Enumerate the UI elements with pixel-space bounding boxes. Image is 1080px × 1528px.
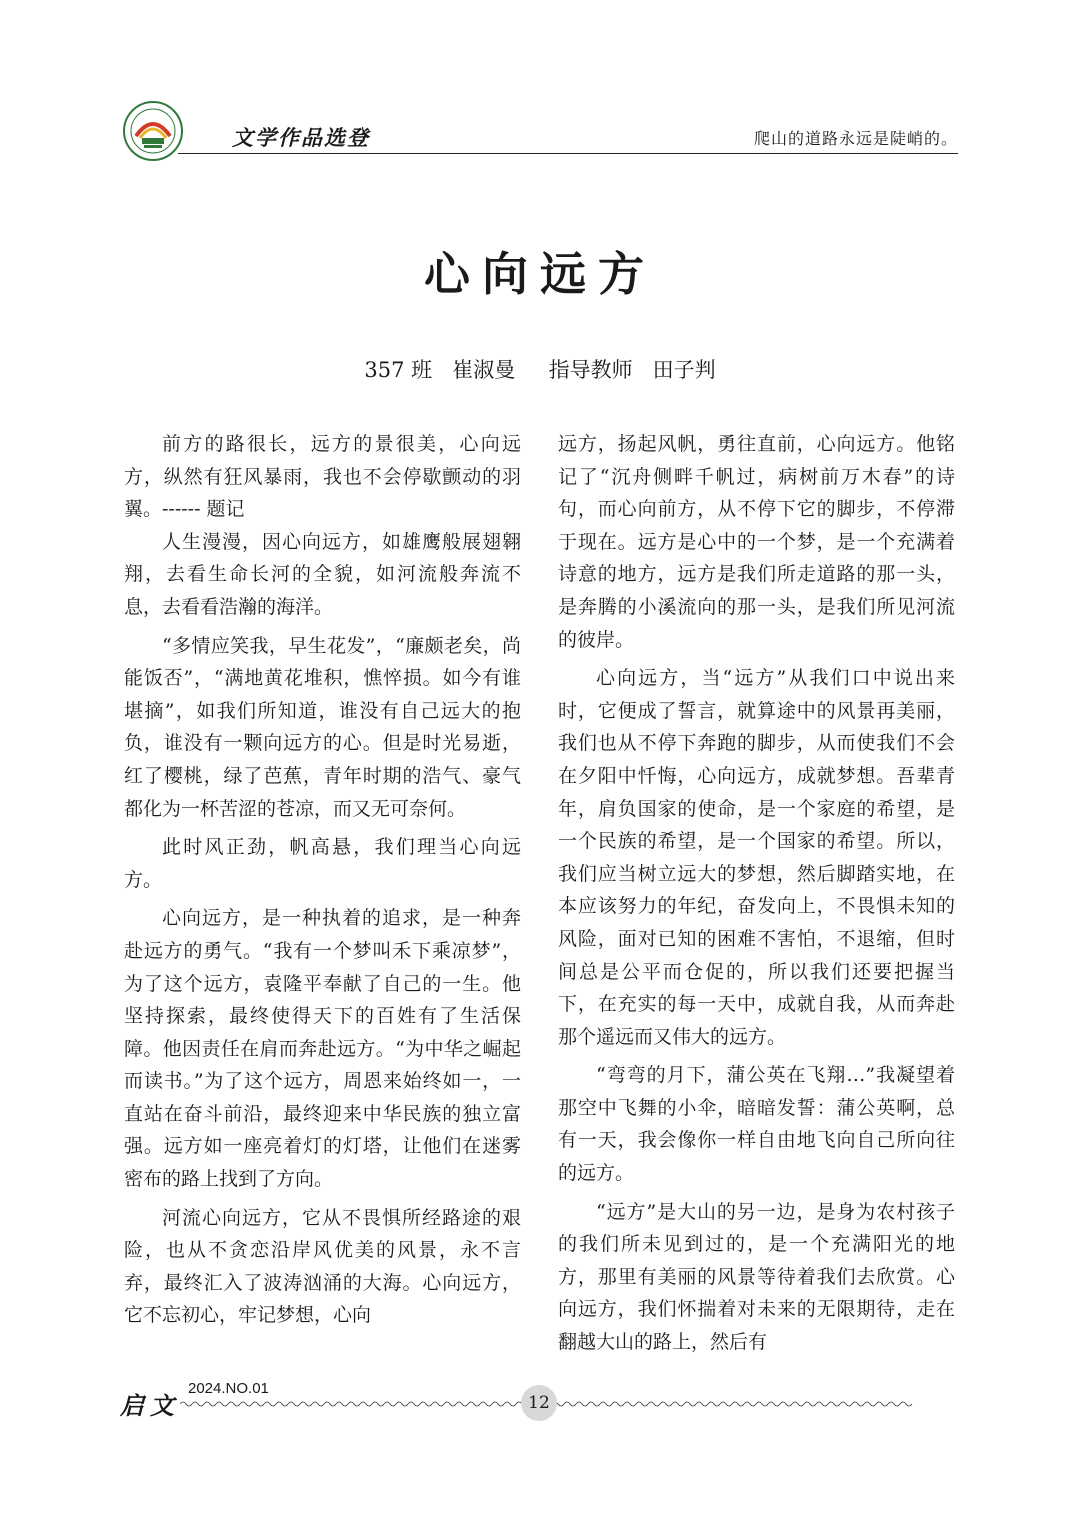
paragraph: 此时风正劲，帆高悬，我们理当心向远方。 [124, 836, 521, 891]
header-slogan: 爬山的道路永远是陡峭的。 [753, 129, 958, 148]
paragraph: 心向远方，是一种执着的追求，是一种奔赴远方的勇气。“我有一个梦叫禾下乘凉梦”，为了这个远方，袁隆平奉献了自己的一生。他坚持探索，最终使得天下的百姓有了生活保障。他因责任在肩而奔赴远方。“为中华之崛起而读书。”为了这个远方，周恩来始终如一，一直站在奋斗前沿，最终迎来中华民族的独立富强。远方如一座亮着灯的灯塔，让他们在迷雾密布的路上找到了方向。 [124, 907, 521, 1191]
page-number-badge: 12 [521, 1385, 557, 1421]
school-emblem-icon [122, 100, 184, 162]
paragraph: “多情应笑我，早生花发”，“廉颇老矣，尚能饭否”，“满地黄花堆积，憔悴损。如今有谁堪摘”，如我们所知道，谁没有自己远大的抱负，谁没有一颗向远方的心。但是时光易逝，红了樱桃，绿了芭蕉，青年时期的浩气、豪气都化为一杯苦涩的苍凉，而又无可奈何。 [124, 634, 521, 820]
article-byline: 357 班 崔淑曼 指导教师 田子判 [364, 358, 716, 382]
right-column [558, 428, 955, 1359]
paragraph: 心向远方，当“远方”从我们口中说出来时，它便成了誓言，就算途中的风景再美丽，我们也从不停下奔跑的脚步，从而使我们不会在夕阳中忏悔，心向远方，成就梦想。吾辈青年，肩负国家的使命，是一个家庭的希望，是一个民族的希望，是一个国家的希望。所以，我们应当树立远大的梦想，然后脚踏实地，在本应该努力的年纪，奋发向上，不畏惧未知的风险，面对已知的困难不害怕，不退缩，但时间总是公平而仓促的，所以我们还要把握当下，在充实的每一天中，成就自我，从而奔赴那个遥远而又伟大的远方。 [558, 667, 955, 1048]
paragraph: “远方”是大山的另一边，是身为农村孩子的我们所未见到过的，是一个充满阳光的地方，那里有美丽的风景等待着我们去欣赏。心向远方，我们怀揣着对未来的无限期待，走在翻越大山的路上，然后有 [558, 1200, 955, 1354]
header-divider [178, 153, 958, 154]
left-column [124, 428, 521, 1332]
footer-wave-divider [180, 1398, 960, 1410]
paragraph: 人生漫漫，因心向远方，如雄鹰般展翅翱翔，去看生命长河的全貌，如河流般奔流不息，去看看浩瀚的海洋。 [124, 530, 521, 618]
paragraph: “弯弯的月下，蒲公英在飞翔…”我凝望着那空中飞舞的小伞，暗暗发誓：蒲公英啊，总有一天，我会像你一样自由地飞向自己所向往的远方。 [558, 1064, 955, 1185]
journal-logo: 启文 [120, 1391, 180, 1420]
paragraph: 前方的路很长，远方的景很美，心向远方，纵然有狂风暴雨，我也不会停歇颤动的羽翼。------ 题记 [124, 433, 521, 521]
issue-number: 2024.NO.01 [188, 1380, 269, 1397]
paragraph: 河流心向远方，它从不畏惧所经路途的艰险，也从不贪恋沿岸风优美的风景，永不言弃，最终汇入了波涛汹涌的大海。心向远方，它不忘初心，牢记梦想，心向 [124, 1206, 521, 1327]
section-name: 文学作品选登 [232, 125, 370, 150]
article-title: 心向远方 [424, 247, 656, 301]
paragraph: 远方，扬起风帆，勇往直前，心向远方。他铭记了“沉舟侧畔千帆过，病树前万木春”的诗句，而心向前方，从不停下它的脚步，不停滞于现在。远方是心中的一个梦，是一个充满着诗意的地方，远方是我们所走道路的那一头，是奔腾的小溪流向的那一头，是我们所见河流的彼岸。 [558, 433, 955, 651]
